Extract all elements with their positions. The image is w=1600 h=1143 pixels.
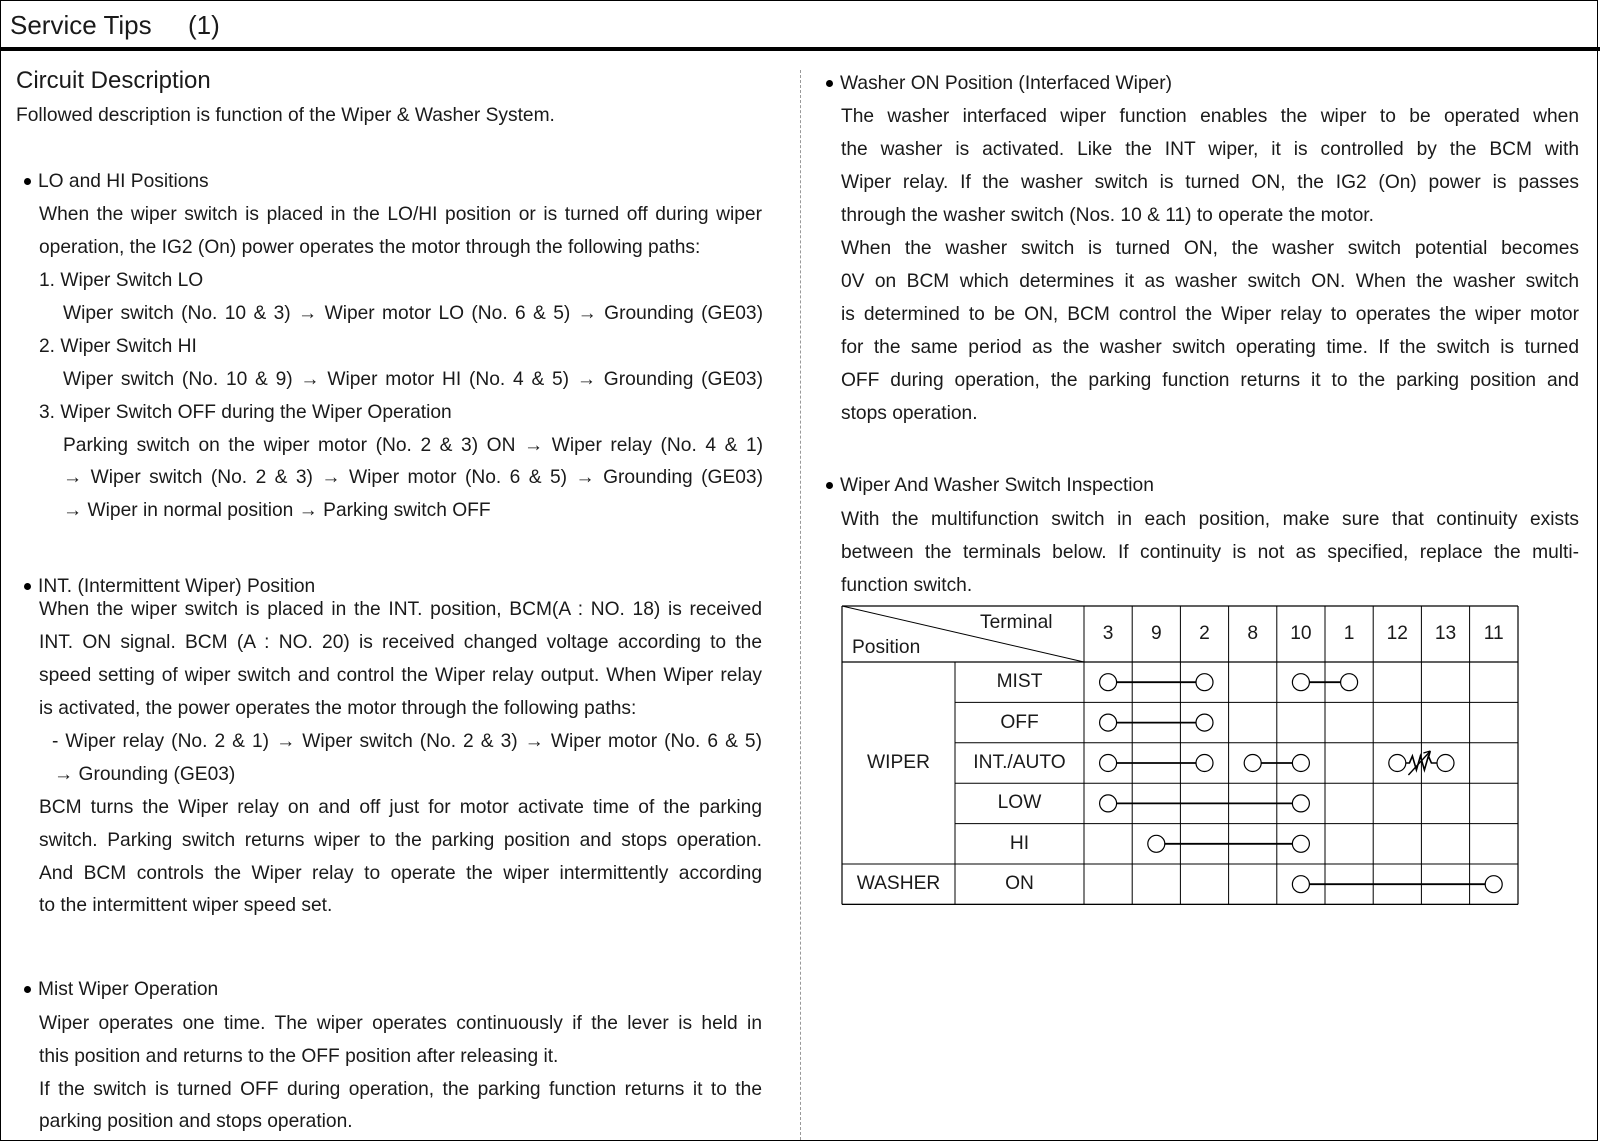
int-line: is activated, the power operates the motor through the following paths: — [39, 698, 637, 719]
inspection-title: Wiper And Washer Switch Inspection — [840, 475, 1154, 496]
terminal-node — [1100, 755, 1117, 772]
step2-path: Wiper switch (No. 10 & 9) → Wiper motor HI (No. 4 & 5) → Grounding (GE03) — [63, 369, 763, 390]
position-label: MIST — [996, 671, 1043, 693]
washer-title: Washer ON Position (Interfaced Wiper) — [840, 73, 1172, 94]
page-number: (1) — [188, 10, 220, 40]
terminal-node — [1292, 835, 1309, 852]
terminal-node — [1100, 714, 1117, 731]
washer-line: is determined to be ON, BCM control the Wiper relay to operates the wiper motor — [841, 304, 1579, 325]
terminal-header: 11 — [1483, 623, 1504, 644]
group-label: WASHER — [856, 873, 941, 895]
step3-title: 3. Wiper Switch OFF during the Wiper Operation — [39, 402, 452, 423]
terminal-header: 12 — [1386, 623, 1408, 644]
washer-line: Wiper relay. If the washer switch is turned ON, the IG2 (On) power is passes — [841, 172, 1579, 193]
lohi-line: When the wiper switch is placed in the LO/HI position or is turned off during wiper — [39, 204, 762, 225]
int-line: When the wiper switch is placed in the INT. position, BCM(A : NO. 18) is received — [39, 599, 762, 620]
group-label: WIPER — [867, 752, 930, 773]
washer-line: 0V on BCM which determines it as washer switch ON. When the washer switch — [841, 271, 1579, 292]
mist-line: parking position and stops operation. — [39, 1111, 353, 1132]
terminal-node — [1196, 674, 1213, 691]
int-line: speed setting of wiper switch and control the Wiper relay output. When Wiper relay — [39, 665, 762, 686]
step3-line: → Wiper in normal position → Parking switch OFF — [63, 500, 491, 521]
terminal-header: 1 — [1343, 623, 1355, 644]
washer-line: through the washer switch (Nos. 10 & 11) to operate the motor. — [841, 205, 1374, 226]
step1-title: 1. Wiper Switch LO — [39, 270, 204, 291]
terminal-node — [1292, 876, 1309, 893]
inspection-line: function switch. — [841, 575, 973, 596]
position-label: OFF — [1000, 711, 1039, 733]
terminal-node — [1196, 755, 1213, 772]
lohi-title: LO and HI Positions — [38, 171, 209, 192]
step1-path: Wiper switch (No. 10 & 3) → Wiper motor LO (No. 6 & 5) → Grounding (GE03) — [63, 303, 763, 324]
position-label: HI — [1009, 832, 1030, 854]
page-title: Service Tips — [10, 10, 152, 40]
int-line: - Wiper relay (No. 2 & 1) → Wiper switch (No. 2 & 3) → Wiper motor (No. 6 & 5) — [52, 731, 762, 752]
position-label: LOW — [997, 792, 1042, 814]
intro-text: Followed description is function of the Wiper & Washer System. — [16, 105, 555, 126]
mist-title: Mist Wiper Operation — [38, 979, 219, 1000]
terminal-node — [1100, 674, 1117, 691]
inspection-line: between the terminals below. If continuity is not as specified, replace the multi- — [841, 542, 1579, 563]
terminal-node — [1485, 876, 1502, 893]
int-line: → Grounding (GE03) — [54, 764, 236, 785]
step3-line: → Wiper switch (No. 2 & 3) → Wiper motor (No. 6 & 5) → Grounding (GE03) — [63, 467, 763, 488]
terminal-node — [1292, 755, 1309, 772]
inspection-line: With the multifunction switch in each position, make sure that continuity exists — [841, 509, 1579, 530]
terminal-node — [1437, 755, 1454, 772]
int-line: to the intermittent wiper speed set. — [39, 895, 333, 916]
int-line: INT. ON signal. BCM (A : NO. 20) is received changed voltage according to the — [39, 632, 762, 653]
position-label: INT./AUTO — [973, 752, 1066, 773]
int-title: INT. (Intermittent Wiper) Position — [38, 576, 316, 597]
washer-line: for the same period as the washer switch operating time. If the switch is turned — [841, 337, 1579, 358]
terminal-header: 3 — [1102, 623, 1114, 644]
washer-line: When the washer switch is turned ON, the washer switch potential becomes — [841, 238, 1579, 259]
corner-position-label: Position — [852, 637, 921, 658]
step3-line: Parking switch on the wiper motor (No. 2 & 3) ON → Wiper relay (No. 4 & 1) — [63, 435, 763, 456]
terminal-node — [1292, 674, 1309, 691]
terminal-node — [1389, 755, 1406, 772]
washer-line: the washer is activated. Like the INT wiper, it is controlled by the BCM with — [841, 139, 1579, 160]
terminal-node — [1148, 835, 1165, 852]
terminal-header: 9 — [1150, 623, 1162, 644]
terminal-node — [1341, 674, 1358, 691]
washer-line: The washer interfaced wiper function enables the wiper to be operated when — [841, 106, 1579, 127]
terminal-header: 10 — [1290, 623, 1312, 644]
step2-title: 2. Wiper Switch HI — [39, 336, 197, 357]
position-label: ON — [1005, 873, 1034, 895]
int-line: switch. Parking switch returns wiper to the parking position and stops operation. — [39, 830, 762, 851]
mist-line: this position and returns to the OFF position after releasing it. — [39, 1046, 559, 1067]
terminal-node — [1292, 795, 1309, 812]
terminal-node — [1196, 714, 1213, 731]
mist-line: If the switch is turned OFF during operation, the parking function returns it to the — [39, 1079, 762, 1100]
mist-line: Wiper operates one time. The wiper operates continuously if the lever is held in — [39, 1013, 762, 1034]
corner-terminal-label: Terminal — [980, 612, 1053, 633]
lohi-line: operation, the IG2 (On) power operates the motor through the following paths: — [39, 237, 701, 258]
terminal-header: 2 — [1199, 623, 1210, 644]
int-line: BCM turns the Wiper relay on and off just for motor activate time of the parking — [39, 797, 762, 818]
section-heading: Circuit Description — [16, 67, 211, 94]
int-line: And BCM controls the Wiper relay to operate the wiper intermittently according — [39, 863, 762, 884]
terminal-node — [1244, 755, 1261, 772]
terminal-header: 8 — [1247, 623, 1259, 644]
terminal-node — [1100, 795, 1117, 812]
washer-line: stops operation. — [841, 403, 978, 424]
washer-line: OFF during operation, the parking function returns it to the parking position and — [841, 370, 1579, 391]
terminal-header: 13 — [1434, 623, 1457, 644]
